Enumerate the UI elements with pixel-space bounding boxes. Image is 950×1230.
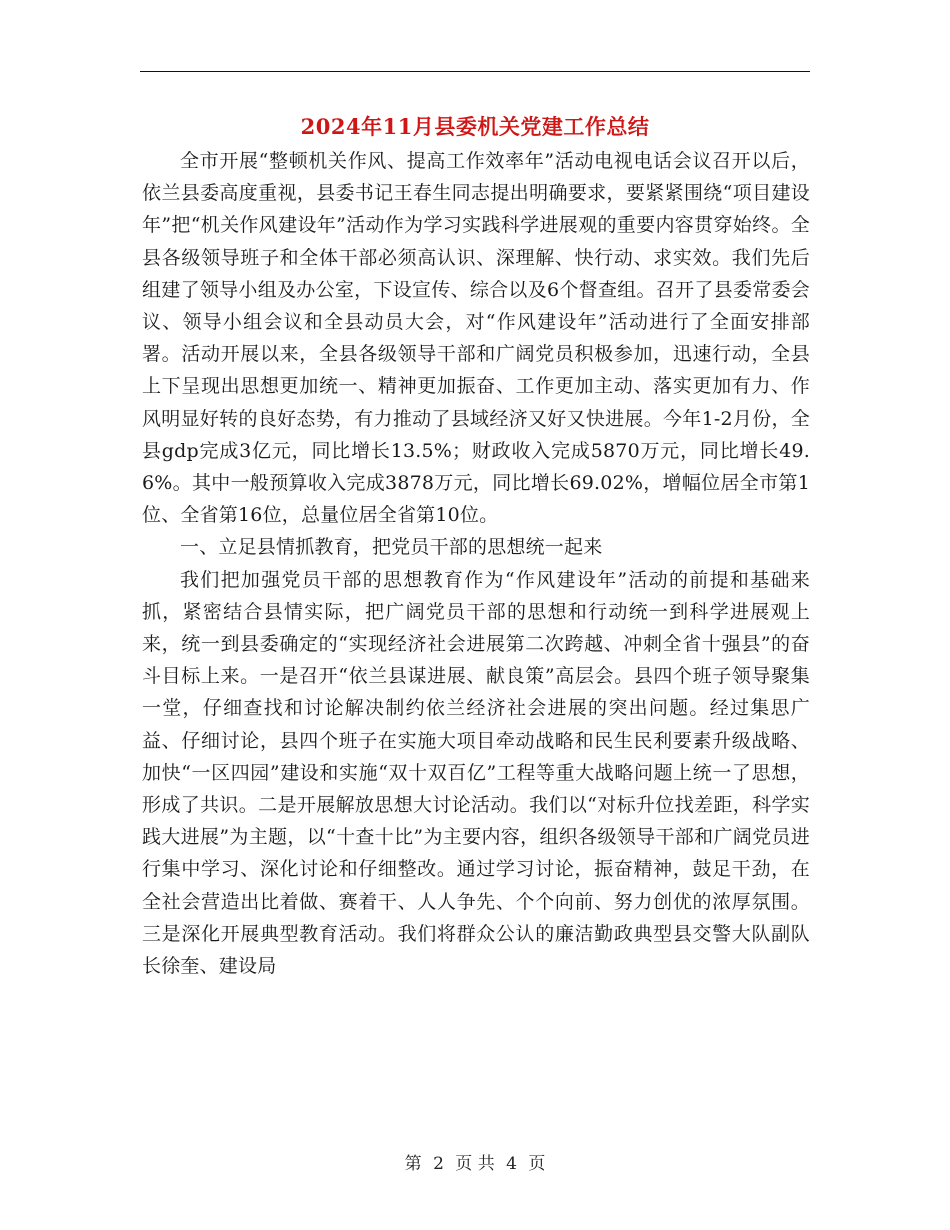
footer-current-page: 2 — [433, 1154, 444, 1174]
header-rule — [140, 71, 810, 72]
footer-prefix: 第 — [404, 1154, 422, 1174]
document-body — [142, 145, 810, 982]
section-heading-1: 一、立足县情抓教育，把党员干部的思想统一起来 — [180, 536, 603, 559]
document-title: 2024年11月县委机关党建工作总结 — [300, 114, 650, 139]
footer-middle: 页 共 — [455, 1154, 495, 1174]
footer-suffix: 页 — [528, 1154, 546, 1174]
footer-total-pages: 4 — [506, 1154, 517, 1174]
page-footer — [0, 1152, 950, 1176]
paragraph-intro: 全市开展“整顿机关作风、提高工作效率年”活动电视电话会议召开以后，依兰县委高度重视，县委书记王春生同志提出明确要求，要紧紧围绕“项目建设年”把“机关作风建设年”活动作为学习实践科学进展观的重要内容贯穿始终。全县各级领导班子和全体干部必须高认识、深理解、快行动、求实效。我们先后组建了领导小组及办公室，下设宣传、综合以及6个督查组。召开了县委常委会议、领导小组会议和全县动员大会，对“作风建设年”活动进行了全面安排部署。活动开展以来，全县各级领导干部和广阔党员积极参加，迅速行动，全县上下呈现出思想更加统一、精神更加振奋、工作更加主动、落实更加有力、作风明显好转的良好态势，有力推动了县域经济又好又快进展。今年1-2月份，全县gdp完成3亿元，同比增长13.5%；财政收入完成5870万元，同比增长49.6%。其中一般预算收入完成3878万元，同比增长69.02%，增幅位居全市第1位、全省第16位，总量位居全省第10位。 — [142, 150, 810, 527]
paragraph-section-1: 我们把加强党员干部的思想教育作为“作风建设年”活动的前提和基础来抓，紧密结合县情实际，把广阔党员干部的思想和行动统一到科学进展观上来，统一到县委确定的“实现经济社会进展第二次跨越、冲刺全省十强县”的奋斗目标上来。一是召开“依兰县谋进展、献良策”高层会。县四个班子领导聚集一堂，仔细查找和讨论解决制约依兰经济社会进展的突出问题。经过集思广益、仔细讨论，县四个班子在实施大项目牵动战略和民生民利要素升级战略、加快“一区四园”建设和实施“双十双百亿”工程等重大战略问题上统一了思想，形成了共识。二是开展解放思想大讨论活动。我们以“对标升位找差距，科学实践大进展”为主题，以“十查十比”为主要内容，组织各级领导干部和广阔党员进行集中学习、深化讨论和仔细整改。通过学习讨论，振奋精神，鼓足干劲，在全社会营造出比着做、赛着干、人人争先、个个向前、努力创优的浓厚氛围。三是深化开展典型教育活动。我们将群众公认的廉洁勤政典型县交警大队副队长徐奎、建设局 — [142, 568, 810, 978]
